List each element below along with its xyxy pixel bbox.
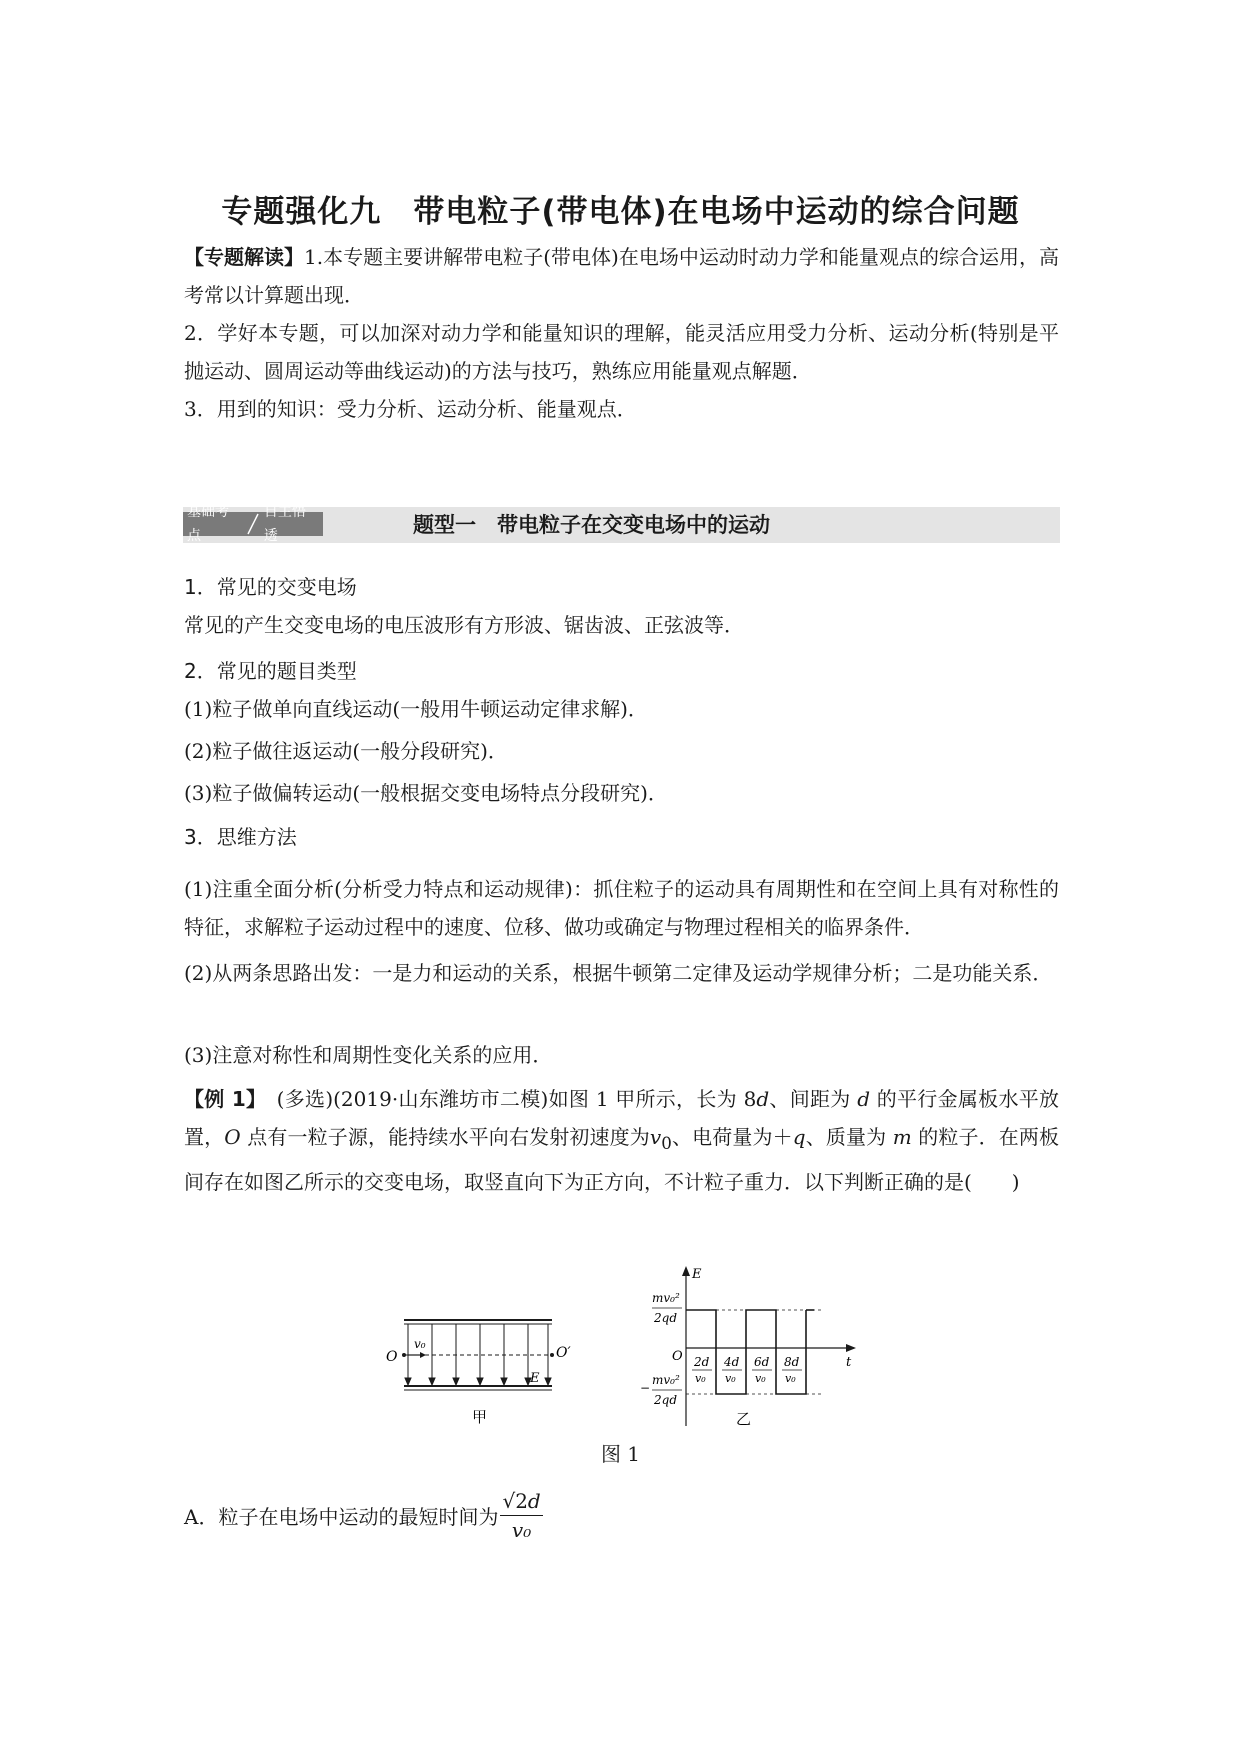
example-text-e: 、电荷量为＋ xyxy=(671,1125,793,1149)
intro-text-1: 1.本专题主要讲解带电粒子(带电体)在电场中运动时动力学和能量观点的综合运用，高考常以计算题出现． xyxy=(184,245,1060,307)
intro-paragraph-3: 3．用到的知识：受力分析、运动分析、能量观点． xyxy=(184,397,637,421)
origin-label: O xyxy=(672,1349,683,1364)
caption-yi: 乙 xyxy=(736,1410,752,1428)
tag-slash-icon xyxy=(246,512,260,536)
tick-num: 2d xyxy=(694,1355,710,1369)
ylabel-top-num: mv₀² xyxy=(652,1291,680,1305)
example-text-f: 、质量为 xyxy=(805,1125,887,1149)
ylabel-bot-den: 2qd xyxy=(654,1393,677,1407)
var-d: d xyxy=(756,1087,770,1111)
axis-t-arrow xyxy=(846,1344,856,1352)
example-text-d: 点有一粒子源，能持续水平向右发射初速度为 xyxy=(247,1125,650,1149)
tick-num: 4d xyxy=(724,1355,740,1369)
tick-num: 8d xyxy=(784,1355,800,1369)
tick-den: v₀ xyxy=(695,1372,706,1385)
var-d: d xyxy=(527,1488,541,1513)
example-text-g: 的粒子．在两板间存在如图乙所示的交变电场，取竖直向下为正方向，不计粒子重力．以下判断正确的是( ) xyxy=(184,1125,1060,1194)
heading-2: 2．常见的题目类型 xyxy=(184,659,357,683)
option-a-fraction xyxy=(500,1487,542,1544)
tick-4d xyxy=(722,1355,742,1385)
var-O: O xyxy=(224,1125,241,1149)
axis-E-label: E xyxy=(692,1267,702,1282)
tick-den: v₀ xyxy=(725,1372,736,1385)
example-paragraph xyxy=(184,1080,1059,1201)
example-text-c: 的平行金属板水平放置， xyxy=(184,1087,1060,1149)
ylabel-bot-num: mv₀² xyxy=(652,1373,680,1387)
tick-8d xyxy=(782,1355,802,1385)
var-d: d xyxy=(857,1087,871,1111)
text-3b: (2)从两条思路出发：一是力和运动的关系，根据牛顿第二定律及运动学规律分析；二是功能关系． xyxy=(184,961,1053,985)
example-text-a: (多选)(2019·山东潍坊市二模)如图 1 甲所示，长为 8 xyxy=(276,1087,757,1111)
tick-num: 6d xyxy=(754,1355,770,1369)
example-tag: 【例 1】 xyxy=(184,1087,257,1111)
fraction-numerator xyxy=(500,1487,542,1516)
var-q: q xyxy=(792,1125,806,1149)
text-3c: (3)注意对称性和周期性变化关系的应用． xyxy=(184,1043,553,1067)
var-m: m xyxy=(892,1125,912,1149)
v0-arrow-head xyxy=(420,1352,426,1358)
ylabel-top-den: 2qd xyxy=(654,1311,677,1325)
text-1: 常见的产生交变电场的电压波形有方形波、锯齿波、正弦波等． xyxy=(184,613,744,637)
figure-yi xyxy=(632,1262,864,1432)
sqrt-two: √2 xyxy=(502,1488,528,1513)
tick-2d xyxy=(692,1355,712,1385)
intro-paragraph-2: 2．学好本专题，可以加深对动力学和能量知识的理解，能灵活应用受力分析、运动分析(特别是平抛运动、圆周运动等曲线运动)的方法与技巧，熟练应用能量观点解题． xyxy=(184,321,1059,383)
section-tag-left: 基础考点 xyxy=(187,504,229,544)
ylabel-bot-sign: − xyxy=(640,1381,651,1395)
section-bar xyxy=(183,504,1060,544)
label-E: E xyxy=(530,1371,540,1386)
sub-0: 0 xyxy=(661,1134,672,1153)
example-text-b: 、间距为 xyxy=(769,1087,851,1111)
tick-den: v₀ xyxy=(755,1372,766,1385)
section-title: 题型一 带电粒子在交变电场中的运动 xyxy=(413,513,770,537)
option-a xyxy=(184,1480,543,1550)
heading-3: 3．思维方法 xyxy=(184,825,297,849)
text-2b: (2)粒子做往返运动(一般分段研究)． xyxy=(184,739,508,763)
var-v: v xyxy=(649,1125,662,1149)
caption-jia: 甲 xyxy=(472,1408,488,1426)
section-tag-right: 自主悟透 xyxy=(263,504,306,544)
tick-den: v₀ xyxy=(785,1372,796,1385)
fraction-denominator: v₀ xyxy=(511,1517,532,1542)
text-2a: (1)粒子做单向直线运动(一般用牛顿运动定律求解)． xyxy=(184,697,648,721)
text-3a: (1)注重全面分析(分析受力特点和运动规律)：抓住粒子的运动具有周期性和在空间上具有对称性的特征，求解粒子运动过程中的速度、位移、做功或确定与物理过程相关的临界条件． xyxy=(184,877,1059,939)
axis-E-arrow xyxy=(682,1266,690,1276)
point-Oprime xyxy=(550,1353,554,1357)
label-O: O xyxy=(386,1349,398,1365)
figure-caption: 图 1 xyxy=(600,1442,641,1466)
intro-paragraph-1 xyxy=(184,238,1059,314)
figure-jia xyxy=(380,1300,580,1430)
heading-1: 1．常见的交变电场 xyxy=(184,575,357,599)
intro-tag: 【专题解读】 xyxy=(184,245,305,269)
tick-6d xyxy=(752,1355,772,1385)
text-2c: (3)粒子做偏转运动(一般根据交变电场特点分段研究)． xyxy=(184,781,668,805)
label-Oprime: O′ xyxy=(556,1345,571,1361)
point-O xyxy=(402,1353,406,1357)
axis-t-label: t xyxy=(846,1355,852,1370)
section-tag xyxy=(183,504,323,544)
page-title: 专题强化九 带电粒子(带电体)在电场中运动的综合问题 xyxy=(221,194,1020,230)
label-v0: v₀ xyxy=(414,1337,426,1351)
option-a-text: A．粒子在电场中运动的最短时间为 xyxy=(184,1504,499,1529)
